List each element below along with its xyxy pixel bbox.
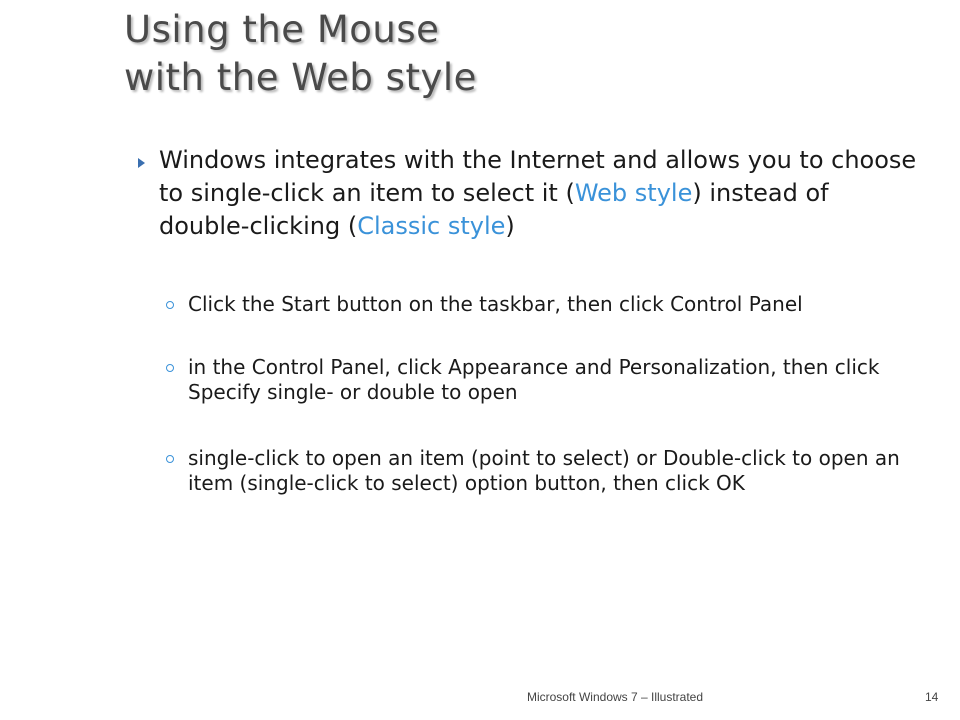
- page-number: 14: [925, 690, 939, 704]
- slide-title-line-2: with the Web style: [124, 56, 477, 99]
- sub-bullet-text: in the Control Panel, click Appearance and Personalization, then click Specify single- or double to open: [188, 355, 880, 404]
- circle-bullet-icon: [166, 301, 174, 309]
- slide-title: [124, 6, 924, 102]
- circle-bullet-icon: [166, 364, 174, 372]
- circle-bullet-icon: [166, 455, 174, 463]
- sub-bullet: [166, 292, 926, 317]
- sub-bullet-text: Click the Start button on the taskbar, then click Control Panel: [188, 292, 803, 316]
- main-bullet-text-a: Windows integrates with the Internet and allows you to choose to single-click an item to select it (: [159, 146, 917, 207]
- footer-course-name: Microsoft Windows 7 – Illustrated: [526, 690, 704, 704]
- triangle-bullet-icon: [138, 158, 145, 168]
- main-bullet: [138, 144, 918, 243]
- sub-bullet: [166, 355, 926, 405]
- main-bullet-text-c: ): [505, 212, 515, 240]
- main-bullet-text-b: ) instead of double-clicking (: [159, 179, 829, 240]
- main-bullet-text: [159, 144, 918, 243]
- sub-bullet: [166, 446, 926, 496]
- web-style-highlight: Web style: [574, 179, 693, 207]
- sub-bullet-text: single-click to open an item (point to select) or Double-click to open an item (single-click to select) option button, then click OK: [188, 446, 900, 495]
- slide-title-line-1: Using the Mouse: [124, 8, 440, 51]
- classic-style-highlight: Classic style: [357, 212, 506, 240]
